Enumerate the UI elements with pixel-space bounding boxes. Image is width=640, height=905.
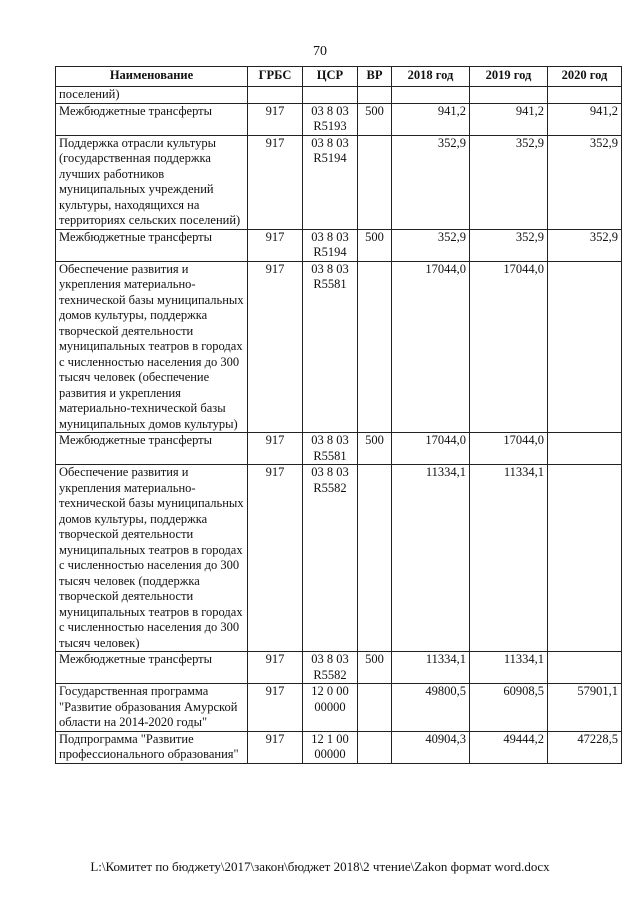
table-row [56, 87, 622, 104]
cell-2018: 352,9 [392, 229, 470, 261]
page-number: 70 [313, 44, 327, 59]
cell-2019: 11334,1 [470, 465, 548, 652]
header-grbs: ГРБС [248, 67, 303, 87]
cell-2019: 11334,1 [470, 652, 548, 684]
header-vr: ВР [358, 67, 392, 87]
cell-vr: 500 [358, 433, 392, 465]
csr-code-part: 03 8 03 [311, 229, 349, 244]
cell-csr [303, 731, 358, 763]
cell-2020: 57901,1 [548, 684, 622, 732]
cell-vr: 500 [358, 652, 392, 684]
header-name: Наименование [56, 67, 248, 87]
cell-name: Обеспечение развития и укрепления материально-технической базы муниципальных домов культуры, поддержка творческой деятельности муниципальных театров в городах с численностью населения до 300 тысяч человек (поддержка творческой деятельности муниципальных театров в городах с численностью населения до 300 тысяч человек) [56, 465, 248, 652]
cell-csr [303, 261, 358, 433]
cell-2020 [548, 261, 622, 433]
table-row [56, 135, 622, 229]
csr-code-part: 03 8 03 [311, 135, 349, 150]
cell-2020 [548, 87, 622, 104]
cell-2018: 17044,0 [392, 261, 470, 433]
cell-csr [303, 87, 358, 104]
cell-name: Межбюджетные трансферты [56, 103, 248, 135]
cell-grbs: 917 [248, 135, 303, 229]
cell-vr [358, 684, 392, 732]
budget-table [55, 66, 622, 764]
table-body [56, 87, 622, 764]
csr-code-part: R5194 [313, 245, 347, 259]
cell-grbs: 917 [248, 261, 303, 433]
csr-code-part: R5194 [313, 151, 347, 165]
cell-2018: 40904,3 [392, 731, 470, 763]
csr-code-part: 00000 [314, 747, 346, 761]
cell-2020: 352,9 [548, 135, 622, 229]
csr-code-part: 03 8 03 [311, 103, 349, 118]
csr-code-part: R5193 [313, 119, 347, 133]
cell-name: Обеспечение развития и укрепления материально-технической базы муниципальных домов культуры, поддержка творческой деятельности муниципальных театров в городах с численностью населения до 300 тысяч человек (обеспечение развития и укрепления материально-технической базы муниципальных домов культуры) [56, 261, 248, 433]
csr-code-part: 00000 [314, 699, 346, 714]
cell-2020 [548, 652, 622, 684]
cell-2019: 60908,5 [470, 684, 548, 732]
cell-name: Межбюджетные трансферты [56, 229, 248, 261]
cell-vr [358, 135, 392, 229]
cell-grbs: 917 [248, 684, 303, 732]
csr-code-part: 03 8 03 [311, 465, 349, 479]
cell-2019: 49444,2 [470, 731, 548, 763]
cell-vr [358, 731, 392, 763]
cell-csr [303, 433, 358, 465]
cell-grbs: 917 [248, 731, 303, 763]
cell-csr [303, 103, 358, 135]
cell-vr: 500 [358, 103, 392, 135]
cell-name: Межбюджетные трансферты [56, 433, 248, 465]
cell-2019: 941,2 [470, 103, 548, 135]
cell-2018: 11334,1 [392, 465, 470, 652]
cell-csr [303, 465, 358, 652]
cell-csr [303, 135, 358, 229]
csr-code-part: R5582 [313, 667, 347, 682]
cell-name: Подпрограмма "Развитие профессионального образования" [56, 731, 248, 763]
cell-grbs: 917 [248, 229, 303, 261]
csr-code-part: 12 1 00 [311, 731, 349, 746]
csr-code-part: 03 8 03 [311, 261, 349, 276]
cell-name: Поддержка отрасли культуры (государственная поддержка лучших работников муниципальных учреждений культуры, находящихся на территориях сельских поселений) [56, 135, 248, 229]
csr-code-part: 03 8 03 [311, 652, 349, 666]
table-row [56, 684, 622, 732]
table-row [56, 465, 622, 652]
cell-2019: 352,9 [470, 135, 548, 229]
cell-2019 [470, 87, 548, 104]
table-header-row [56, 67, 622, 87]
cell-vr [358, 87, 392, 104]
csr-code-part: R5582 [313, 480, 347, 495]
cell-grbs [248, 87, 303, 104]
cell-2020: 941,2 [548, 103, 622, 135]
cell-vr: 500 [358, 229, 392, 261]
cell-2020: 352,9 [548, 229, 622, 261]
header-2019: 2019 год [470, 67, 548, 87]
header-2020: 2020 год [548, 67, 622, 87]
csr-code-part: 03 8 03 [311, 433, 349, 447]
csr-code-part: 12 0 00 [311, 684, 349, 698]
table-row [56, 229, 622, 261]
cell-2018: 17044,0 [392, 433, 470, 465]
cell-vr [358, 465, 392, 652]
cell-csr [303, 652, 358, 684]
table-row [56, 103, 622, 135]
cell-csr [303, 684, 358, 732]
table-row [56, 433, 622, 465]
cell-2019: 17044,0 [470, 433, 548, 465]
cell-csr [303, 229, 358, 261]
cell-vr [358, 261, 392, 433]
cell-name: поселений) [56, 87, 248, 104]
cell-name: Межбюджетные трансферты [56, 652, 248, 684]
cell-name: Государственная программа "Развитие образования Амурской области на 2014-2020 годы" [56, 684, 248, 732]
cell-2018: 11334,1 [392, 652, 470, 684]
cell-2018: 49800,5 [392, 684, 470, 732]
cell-2020: 47228,5 [548, 731, 622, 763]
cell-grbs: 917 [248, 433, 303, 465]
header-csr: ЦСР [303, 67, 358, 87]
cell-2019: 352,9 [470, 229, 548, 261]
csr-code-part: R5581 [313, 277, 347, 291]
cell-2019: 17044,0 [470, 261, 548, 433]
cell-2020 [548, 433, 622, 465]
table-row [56, 731, 622, 763]
cell-2018: 352,9 [392, 135, 470, 229]
table-row [56, 652, 622, 684]
file-path-footer: L:\Комитет по бюджету\2017\закон\бюджет 2018\2 чтение\Zakon формат word.docx [90, 859, 550, 874]
table-row [56, 261, 622, 433]
csr-code-part: R5581 [313, 448, 347, 463]
cell-grbs: 917 [248, 652, 303, 684]
cell-2018: 941,2 [392, 103, 470, 135]
header-2018: 2018 год [392, 67, 470, 87]
cell-2018 [392, 87, 470, 104]
cell-grbs: 917 [248, 103, 303, 135]
cell-grbs: 917 [248, 465, 303, 652]
cell-2020 [548, 465, 622, 652]
